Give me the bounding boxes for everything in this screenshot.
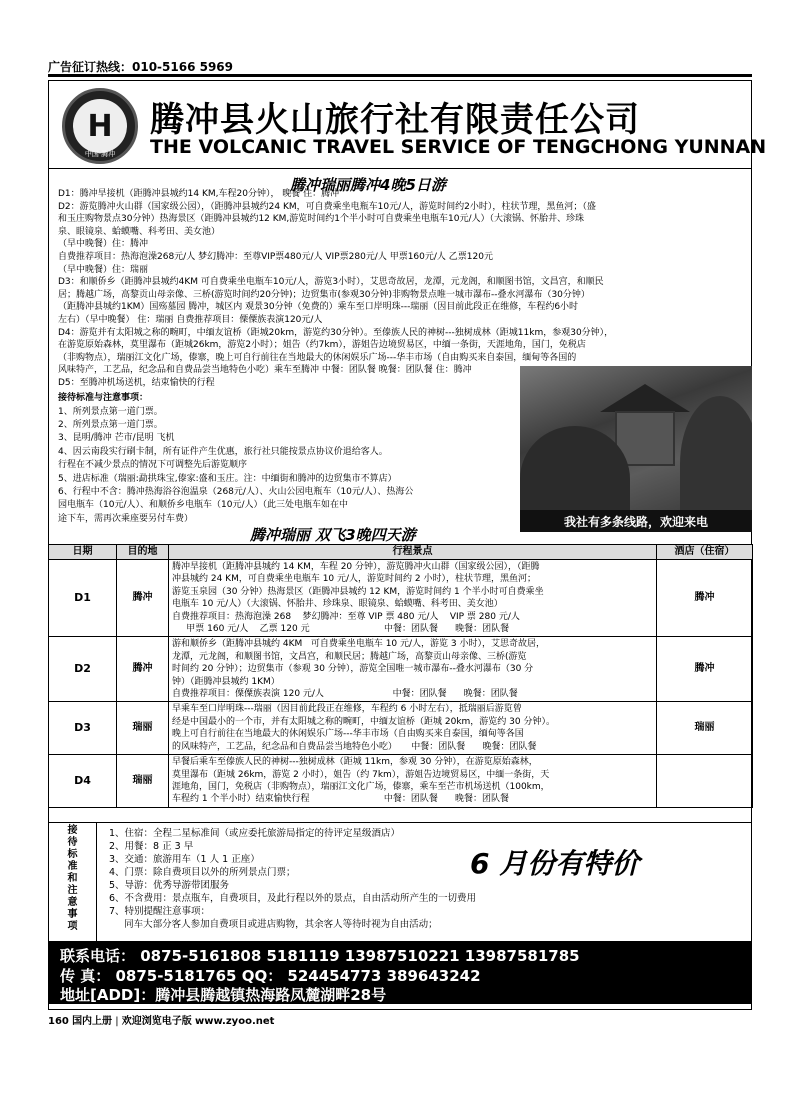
- note-item: 3、昆明/腾冲 芒市/昆明 飞机: [58, 433, 175, 444]
- table-header-row: [49, 545, 753, 560]
- day-cell: D3: [49, 702, 117, 755]
- page-number: 160: [48, 1016, 69, 1027]
- note-item: 2、所列景点第一道门票。: [58, 420, 163, 430]
- note-item: 2、用餐：8 正 3 早: [109, 841, 194, 852]
- itinerary-table: [48, 544, 753, 808]
- notes-title: 接待标准与注意事项：: [58, 392, 149, 403]
- note-item: 1、所列景点第一道门票。: [58, 406, 163, 417]
- company-name-cn: 腾冲县火山旅行社有限责任公司: [150, 100, 640, 140]
- itinerary-line: （非购物点），瑞丽江文化广场，傣寨，晚上可自行前往在当地最大的休闲娱乐广场---华丰市场（自由购买来自泰国，缅甸等各国的: [58, 352, 577, 363]
- itinerary-line: 居；腾越广场，高黎贡山母亲像、三桥(游览时间约20分钟)；边贸集市(参观30分钟)非购物景点唯一城市瀑布--叠水河瀑布（30分钟）: [58, 289, 590, 300]
- detail-cell: 腾冲旱接机（距腾冲县城约 14 KM，车程 20 分钟），游览腾冲火山群（国家级公园），（距腾 冲县城约 24 KM，可自费乘坐电瓶车 10 元/人，游览时间约 2 小时），柱状节理，黑鱼河； 游览玉泉园（30 分钟）热海景区（距腾冲县城约 12 KM，游览时间约 1 个半小时可自费乘坐 电瓶车 10 元/人）（大滚锅、怀胎井、珍珠泉、眼镜泉、蛤蟆嘴、科考田、美女池） 自费推荐项目：热海泡澡 268 梦幻腾冲：至尊 VIP 票 480 元/人 VIP 票 280 元/人 甲票 160 元/人 乙票 120 元 中餐：团队餐 晚餐：团队餐: [169, 560, 657, 637]
- itinerary-line: D5：至腾冲机场送机，结束愉快的行程: [58, 378, 215, 388]
- contact-fax-qq: 传 真： 0875-5181765 QQ： 524454773 389643242: [60, 967, 481, 985]
- itinerary-line: 在游览原始森林，莫里瀑布（距城26km，游览2小时）；姐告（约7km），游姐告边境贸易区，中缅一条街，天涯地角，国门，免税店: [58, 340, 586, 351]
- note-item: 途下车，需再次乘座要另付车费）: [58, 513, 194, 524]
- itinerary-line: D4：游览并有太阳城之称的畹町，中缅友谊桥（距城20km，游览约30分钟）。至傣族人民的神树---独树成林（距城11km，参观30分钟），: [58, 327, 614, 338]
- itinerary-line: 自费推荐项目：热海泡澡268元/人 梦幻腾冲：至尊VIP票480元/人 VIP票280元/人 甲票160元/人 乙票120元: [58, 252, 493, 262]
- table-header: 行程景点: [169, 545, 657, 560]
- note-item: 1、住宿：全程二星标准间（或应委托旅游局指定的待评定星级酒店）: [109, 828, 401, 839]
- itinerary-line: （早中晚餐）住：腾冲: [58, 239, 149, 250]
- hotel-cell: 腾冲: [657, 560, 753, 637]
- special-offer: 6 月份有特价: [470, 847, 640, 880]
- day-cell: D2: [49, 637, 117, 702]
- destination-cell: 瑞丽: [117, 702, 169, 755]
- top-divider: [48, 74, 752, 77]
- day-cell: D4: [49, 755, 117, 808]
- logo-mark: H: [73, 99, 127, 153]
- footer-slogan: 欢迎浏览电子版: [121, 1016, 192, 1027]
- note-item: 园电瓶车（10元/人）、和顺侨乡电瓶车（10元/人）（此三处电瓶车如在中: [58, 500, 348, 511]
- contact-address: 地址[ADD]：腾冲县腾越镇热海路凤麓湖畔28号: [60, 986, 387, 1004]
- itinerary-line: 左右）（早中晚餐） 住：瑞丽 自费推荐项目：傈僳族表演120元/人: [58, 315, 323, 325]
- note-item: 5、进店标准（瑞丽:勐拱珠宝,傣家:盛和玉庄。注：中缅街和腾冲的边贸集市不算店）: [58, 473, 397, 484]
- hotel-cell: [657, 755, 753, 808]
- note-item: 3、交通：旅游用车（1 人 1 正座）: [109, 854, 260, 865]
- company-name-en: THE VOLCANIC TRAVEL SERVICE OF TENGCHONG YUNNAN: [150, 136, 767, 158]
- note-item: 5、导游：优秀导游带团服务: [109, 880, 230, 891]
- service-notes: [48, 822, 752, 942]
- note-item: 7、特别提醒注意事项：: [109, 906, 211, 917]
- table-row: [49, 702, 753, 755]
- detail-cell: 游和顺侨乡（距腾冲县城约 4KM 可自费乘坐电瓶车 10 元/人，游览 3 小时），艾思奇故居， 龙潭，元龙阁，和顺图书馆，文昌宫，和顺民居；腾越广场，高黎贡山母亲像、三桥(游览 时间约 20 分钟）；边贸集市（参观 30 分钟），游览全国唯一城市瀑布--叠水河瀑布（30 分 钟）（距腾冲县城约 1KM） 自费推荐项目：傈僳族表演 120 元/人 中餐：团队餐 晚餐：团队餐: [169, 637, 657, 702]
- destination-cell: 腾冲: [117, 560, 169, 637]
- notes-list: [109, 827, 476, 931]
- itinerary-line: 泉、眼镜泉、蛤蟆嘴、科考田、美女池）: [58, 226, 221, 237]
- day-cell: D1: [49, 560, 117, 637]
- table-header: 目的地: [117, 545, 169, 560]
- table-header: 酒店（住宿）: [657, 545, 753, 560]
- table-row: [49, 560, 753, 637]
- note-item: 6、行程中不含：腾冲热海浴谷泡温泉（268元/人）、火山公园电瓶车（10元/人）、热海公: [58, 487, 414, 497]
- itinerary-line: （距腾冲县城约1KM）国殇墓园 腾冲，城区内 观景30分钟（免费的）乘车至口岸明珠---瑞丽（因目前此段正在维修，车程约6小时: [58, 302, 579, 313]
- contact-phone: 联系电话： 0875-5161808 5181119 13987510221 13987581785: [60, 947, 580, 965]
- hotel-cell: 腾冲: [657, 637, 753, 702]
- ad-hotline: 广告征订热线：010-5166 5969: [48, 60, 234, 74]
- table-row: [49, 755, 753, 808]
- hotel-cell: 瑞丽: [657, 702, 753, 755]
- footer-section: 国内上册: [72, 1016, 113, 1027]
- tour2-title: 腾冲瑞丽 双飞3晚四天游: [250, 526, 416, 544]
- logo-caption: 中国·腾冲: [84, 150, 116, 158]
- page-footer: 160 国内上册 | 欢迎浏览电子版 www.zyoo.net: [48, 1016, 275, 1027]
- detail-cell: 早餐后乘车至傣族人民的神树---独树成林（距城 11km，参观 30 分钟），在游览原始森林， 莫里瀑布（距城 26km，游览 2 小时），姐告（约 7km），游姐告边境贸易区，中缅一条街，天 涯地角，国门，免税店（非购物点），瑞丽江文化广场，傣寨，乘车至芒市机场送机（100km， 车程约 1 个半小时）结束愉快行程 中餐：团队餐 晚餐：团队餐: [169, 755, 657, 808]
- contact-bar: [48, 942, 752, 1004]
- detail-cell: 早乘车至口岸明珠---瑞丽（因目前此段正在维修，车程约 6 小时左右），抵瑞丽后游览曾 经是中国最小的一个市，并有太阳城之称的畹町，中缅友谊桥（距城 20km，游览约 30 分钟）。 晚上可自行前往在当地最大的休闲娱乐广场---华丰市场（自由购买来自泰国，缅甸等各国 的风味特产，工艺品，纪念品和自费品尝当地特色小吃） 中餐：团队餐 晚餐：团队餐: [169, 702, 657, 755]
- note-item: 行程在不减少景点的情况下可调整先后游览顺序: [58, 460, 248, 471]
- company-logo: [62, 88, 138, 164]
- itinerary-line: 和玉庄购物景点30分钟）热海景区（距腾冲县城约12 KM,游览时间约1个半小时可自费乘坐电瓶车10元/人）（大滚锅、怀胎井、珍珠: [58, 214, 585, 225]
- footer-site: www.zyoo.net: [194, 1016, 275, 1027]
- itinerary-line: 风味特产，工艺品，纪念品和自费品尝当地特色小吃）乘车至腾冲 中餐：团队餐 晚餐：团队餐 住：腾冲: [58, 365, 472, 376]
- note-item: 4、因云南段实行刷卡制，所有证件产生优惠，旅行社只能按景点协议价退给客人。: [58, 446, 388, 457]
- destination-cell: 腾冲: [117, 637, 169, 702]
- itinerary-line: （早中晚餐）住：瑞丽: [58, 264, 149, 275]
- itinerary-line: D2：游览腾冲火山群（国家级公园），（距腾冲县城约24 KM，可自费乘坐电瓶车10元/人，游览时间约2小时），柱状节理，黑鱼河；（盛: [58, 201, 596, 212]
- note-item: 同车大部分客人参加自费项目或进店购物，其余客人等待时视为自由活动；: [109, 919, 438, 930]
- destination-cell: 瑞丽: [117, 755, 169, 808]
- itinerary-line: D1：腾冲旱接机（距腾冲县城约14 KM,车程20分钟）， 晚餐 住：腾冲: [58, 189, 340, 199]
- tour1-title: 腾冲瑞丽腾冲4晚5日游: [290, 176, 446, 194]
- note-item: 6、不含费用：景点瓶车，自费项目，及此行程以外的景点，自由活动所产生的一切费用: [109, 893, 477, 904]
- header-divider: [48, 168, 752, 169]
- notes-side-label: 接 待 标 准 和 注 意 事 项: [49, 823, 97, 941]
- table-header: 日期: [49, 545, 117, 560]
- note-item: 4、门票：除自费项目以外的所列景点门票；: [109, 867, 296, 878]
- scenery-photo: [520, 366, 752, 532]
- itinerary-line: D3：和顺侨乡（距腾冲县城约4KM 可自费乘坐电瓶车10元/人，游览3小时），艾思奇故居，龙潭，元龙阁，和顺图书馆，文昌宫，和顺民: [58, 277, 604, 288]
- table-row: [49, 637, 753, 702]
- photo-banner: 我社有多条线路，欢迎来电: [520, 510, 752, 532]
